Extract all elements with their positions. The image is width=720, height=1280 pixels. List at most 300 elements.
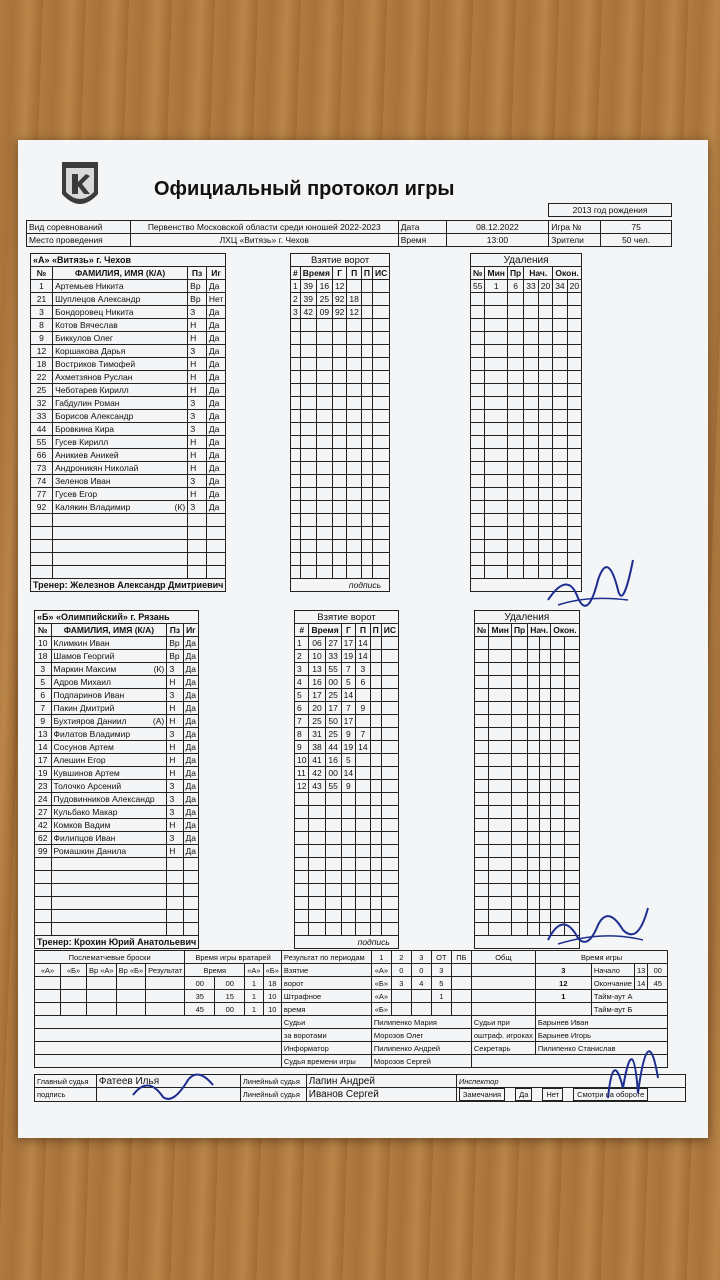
penalty-end-sec [567, 319, 581, 332]
player-name: Гусев Егор [53, 488, 188, 501]
goals-b-p0: 3 [391, 977, 411, 990]
goal-scorer: 17 [341, 715, 355, 728]
goal-row [291, 514, 390, 527]
goal-second [325, 845, 341, 858]
penalty-end-sec [565, 637, 579, 650]
goal-row [295, 767, 399, 780]
penalty-start-sec [538, 332, 552, 345]
penalty-minutes [489, 884, 511, 897]
goal-situation [381, 702, 398, 715]
penalty-end-sec [565, 793, 579, 806]
goal-minute [309, 832, 325, 845]
penalty-minutes [489, 806, 511, 819]
goal-number [295, 923, 309, 936]
goal-situation [372, 319, 389, 332]
pim-b-p3 [451, 1003, 471, 1016]
penalty-player [471, 553, 485, 566]
goal-scorer [341, 806, 355, 819]
goal-number [291, 501, 301, 514]
penalty-end-sec [567, 527, 581, 540]
penalty-minutes [485, 319, 507, 332]
penalty-start-sec [539, 650, 550, 663]
gk-row-b: 10 [263, 990, 281, 1003]
penalty-start-sec [538, 358, 552, 371]
start-hour: 13 [634, 964, 647, 977]
player-played: Да [206, 397, 226, 410]
player-name: Кувшинов Артем [51, 767, 167, 780]
player-row [35, 650, 199, 663]
goal-row [295, 754, 399, 767]
penalty-player [475, 650, 489, 663]
penalty-player [475, 715, 489, 728]
penalty-minutes [489, 910, 511, 923]
goal-assist [347, 527, 361, 540]
penalty-minutes [489, 819, 511, 832]
goal-minute: 20 [309, 702, 325, 715]
goal-assist-2 [361, 306, 372, 319]
player-name: Филатов Владимир [51, 728, 167, 741]
pim-a-p1 [411, 990, 431, 1003]
player-position [188, 527, 207, 540]
goal-assist: 9 [356, 702, 370, 715]
penalty-minutes [489, 845, 511, 858]
penalty-code [511, 923, 527, 936]
penalty-start-sec [539, 871, 550, 884]
penalty-end-min [551, 845, 565, 858]
goal-row [295, 858, 399, 871]
penalty-end-min [553, 345, 567, 358]
shot-cell [61, 990, 87, 1003]
goal-number [291, 410, 301, 423]
player-number [31, 514, 53, 527]
penalty-player [471, 293, 485, 306]
penalty-minutes [485, 423, 507, 436]
player-played: Да [206, 345, 226, 358]
goal-assist [356, 845, 370, 858]
penalty-start-min [524, 384, 538, 397]
team-name: «Б» «Олимпийский» г. Рязань [35, 611, 199, 624]
goals-b-p1: 4 [411, 977, 431, 990]
goal-minute [300, 371, 316, 384]
col-pen-end: Окон. [551, 624, 579, 637]
informer-label: Информатор [281, 1042, 371, 1055]
goal-second: 33 [325, 650, 341, 663]
goal-minute [300, 384, 316, 397]
goal-assist-2 [370, 806, 381, 819]
player-row [31, 475, 226, 488]
penalty-end-min [551, 806, 565, 819]
goal-situation [372, 475, 389, 488]
goal-scorer [332, 397, 346, 410]
goal-scorer: 9 [341, 728, 355, 741]
goal-number [291, 371, 301, 384]
goal-assist-2 [361, 293, 372, 306]
player-row [31, 449, 226, 462]
penalty-minutes [485, 566, 507, 579]
goal-situation [381, 650, 398, 663]
col-p2: П [361, 267, 372, 280]
team-b-tag: «Б» [371, 977, 391, 990]
linesman-1: Лапин Андрей [306, 1075, 456, 1088]
penalty-code [511, 884, 527, 897]
pim-b-p1 [411, 1003, 431, 1016]
shot-cell [87, 1003, 117, 1016]
goals-header: Взятие ворот [295, 611, 399, 624]
goal-scorer [341, 858, 355, 871]
goal-assist-2 [370, 780, 381, 793]
player-number: 27 [35, 806, 52, 819]
goal-situation [381, 728, 398, 741]
player-number: 62 [35, 832, 52, 845]
goal-minute: 13 [309, 663, 325, 676]
goal-scorer [341, 910, 355, 923]
player-name: Калякин Владимир (К) [53, 501, 188, 514]
pim-a-total: 1 [535, 990, 591, 1003]
goal-assist [347, 462, 361, 475]
penalty-row [471, 410, 582, 423]
player-number: 18 [31, 358, 53, 371]
goal-second [325, 923, 341, 936]
goal-scorer [332, 501, 346, 514]
penalty-code [511, 754, 527, 767]
penalty-start-sec [539, 637, 550, 650]
player-played [206, 527, 226, 540]
penalty-minutes [485, 332, 507, 345]
goal-minute [300, 514, 316, 527]
penalty-start-min [524, 319, 538, 332]
player-number: 74 [31, 475, 53, 488]
goal-assist [347, 358, 361, 371]
head-ref-name: Фатеев Илья [96, 1075, 240, 1088]
player-name: Борисов Александр [53, 410, 188, 423]
competition-label: Вид соревнований [27, 221, 131, 234]
penalties-header: Удаления [475, 611, 580, 624]
goal-assist-2 [361, 449, 372, 462]
penalty-player [475, 741, 489, 754]
penalty-end-min [551, 819, 565, 832]
goal-second [316, 410, 332, 423]
col-time: Время [309, 624, 341, 637]
penalty-player [471, 501, 485, 514]
penalty-end-min [553, 514, 567, 527]
goal-number [291, 384, 301, 397]
penalty-minutes [489, 923, 511, 936]
penalty-start-min [524, 410, 538, 423]
penalty-start-sec [538, 423, 552, 436]
penalty-judge-2: Барынев Игорь [535, 1029, 667, 1042]
goal-row [295, 676, 399, 689]
player-name: Коршакова Дарья [53, 345, 188, 358]
goal-number [291, 527, 301, 540]
penalty-end-min [553, 397, 567, 410]
penalty-start-min [524, 449, 538, 462]
penalty-player [475, 663, 489, 676]
penalty-start-min [528, 767, 539, 780]
penalty-minutes [485, 488, 507, 501]
penalty-end-min [551, 741, 565, 754]
penalty-end-sec [567, 488, 581, 501]
col-is: ИС [381, 624, 398, 637]
player-played: Да [206, 436, 226, 449]
player-played: Да [206, 462, 226, 475]
penalty-code [507, 384, 523, 397]
goal-number [291, 345, 301, 358]
goal-row [291, 397, 390, 410]
penalty-player [475, 845, 489, 858]
goal-assist-2 [361, 527, 372, 540]
start-minute: 00 [648, 964, 668, 977]
penalty-start-min [528, 676, 539, 689]
goal-second: 09 [316, 306, 332, 319]
goals-header: Взятие ворот [291, 254, 390, 267]
goal-assist-2 [370, 728, 381, 741]
penalty-end-min [551, 728, 565, 741]
player-position: З [167, 728, 183, 741]
goal-situation [381, 663, 398, 676]
goal-minute [300, 449, 316, 462]
goal-row [291, 436, 390, 449]
goal-second [316, 527, 332, 540]
goal-judge-2: Морозов Олег [371, 1029, 471, 1042]
penalties-header: Удаления [471, 254, 582, 267]
goal-second [316, 358, 332, 371]
penalty-start-min [528, 741, 539, 754]
goal-second [325, 819, 341, 832]
penalty-minutes [489, 767, 511, 780]
goal-row [295, 897, 399, 910]
gk-row-b: 10 [263, 1003, 281, 1016]
goal-assist [347, 553, 361, 566]
penalty-row [475, 715, 580, 728]
player-row [31, 319, 226, 332]
penalty-row [475, 650, 580, 663]
penalty-code [511, 767, 527, 780]
penalty-start-sec [538, 514, 552, 527]
goal-scorer [341, 897, 355, 910]
penalty-start-sec [539, 767, 550, 780]
goal-row [295, 884, 399, 897]
penalty-start-sec [539, 663, 550, 676]
penalty-minutes [489, 728, 511, 741]
goal-assist [347, 514, 361, 527]
pim-b-p4 [471, 1003, 535, 1016]
pim-b-p0 [391, 1003, 411, 1016]
player-row [31, 462, 226, 475]
player-played: Да [183, 637, 199, 650]
goal-row [291, 566, 390, 579]
player-played [183, 897, 199, 910]
player-name: Востриков Тимофей [53, 358, 188, 371]
player-position: З [167, 780, 183, 793]
penalty-row [471, 475, 582, 488]
penalty-start-min [528, 780, 539, 793]
penalty-code [507, 488, 523, 501]
penalty-code [507, 514, 523, 527]
penalty-start-min [524, 423, 538, 436]
goal-situation [372, 540, 389, 553]
penalty-minutes [485, 436, 507, 449]
player-played [206, 540, 226, 553]
shots-header: Послематчевые броски [35, 951, 185, 964]
goal-second [316, 540, 332, 553]
goal-second [325, 910, 341, 923]
goal-judges-label-2: за воротами [281, 1029, 371, 1042]
penalty-code [507, 319, 523, 332]
player-position [167, 871, 183, 884]
penalty-minutes [485, 462, 507, 475]
goal-number [295, 806, 309, 819]
col-played: Иг [183, 624, 199, 637]
goal-assist: 14 [356, 650, 370, 663]
goals-table [294, 610, 399, 949]
penalty-minutes [489, 676, 511, 689]
player-name [51, 884, 167, 897]
goal-assist-2 [370, 715, 381, 728]
player-number: 99 [35, 845, 52, 858]
team-a-tag: «А» [371, 990, 391, 1003]
penalty-player [471, 306, 485, 319]
player-name: Филипцов Иван [51, 832, 167, 845]
penalty-end-sec [565, 689, 579, 702]
penalty-start-min [528, 819, 539, 832]
goal-scorer [332, 527, 346, 540]
penalty-end-min [553, 319, 567, 332]
goals-a-p0: 0 [391, 964, 411, 977]
penalty-row [471, 280, 582, 293]
goal-assist-2 [370, 754, 381, 767]
penalty-end-min [553, 358, 567, 371]
penalty-minutes [489, 871, 511, 884]
penalty-row [475, 702, 580, 715]
penalty-code [507, 436, 523, 449]
penalty-code [511, 728, 527, 741]
penalty-start-min [524, 306, 538, 319]
player-position: Н [188, 332, 207, 345]
player-position: З [167, 832, 183, 845]
goal-minute [300, 345, 316, 358]
goal-minute [300, 436, 316, 449]
player-name: Бухтияров Даниил (А) [51, 715, 167, 728]
goal-number [291, 397, 301, 410]
penalty-start-min [528, 858, 539, 871]
penalty-start-sec [539, 793, 550, 806]
penalty-start-min [524, 540, 538, 553]
penalties-table [474, 610, 580, 949]
player-number [31, 553, 53, 566]
goal-situation [381, 832, 398, 845]
penalty-end-sec [567, 449, 581, 462]
goal-number [291, 358, 301, 371]
gk-row-min: 00 [185, 977, 215, 990]
goal-assist [356, 910, 370, 923]
penalty-minutes [489, 780, 511, 793]
goal-row [295, 637, 399, 650]
goal-assist-2 [361, 410, 372, 423]
player-played: Да [183, 702, 199, 715]
player-row [35, 767, 199, 780]
secretary-name: Пилипенко Станислав [535, 1042, 667, 1055]
goal-assist-2 [370, 767, 381, 780]
goal-situation [381, 819, 398, 832]
player-played [183, 871, 199, 884]
player-name: Бондоровец Никита [53, 306, 188, 319]
goal-minute: 42 [300, 306, 316, 319]
goal-minute [300, 566, 316, 579]
player-name: Адров Михаил [51, 676, 167, 689]
player-played [183, 910, 199, 923]
penalty-code [507, 540, 523, 553]
penalty-end-sec [567, 384, 581, 397]
goal-situation [372, 553, 389, 566]
goal-row [295, 728, 399, 741]
penalty-start-sec [539, 689, 550, 702]
goal-assist-2 [361, 462, 372, 475]
penalty-end-min [553, 423, 567, 436]
penalty-start-min [524, 501, 538, 514]
player-name: Шуплецов Александр [53, 293, 188, 306]
player-played: Да [183, 676, 199, 689]
goal-number [291, 332, 301, 345]
penalty-player [471, 449, 485, 462]
goal-second [325, 897, 341, 910]
penalty-start-min: 33 [524, 280, 538, 293]
pim-label-2: время [281, 1003, 371, 1016]
goals-b-p3 [451, 977, 471, 990]
col-hash: # [291, 267, 301, 280]
player-number: 14 [35, 741, 52, 754]
goal-assist-2 [361, 332, 372, 345]
col-p: П [347, 267, 361, 280]
goal-minute: 38 [309, 741, 325, 754]
goal-assist [356, 858, 370, 871]
goal-assist-2 [361, 540, 372, 553]
goal-assist [356, 884, 370, 897]
penalty-player [475, 754, 489, 767]
goal-row [295, 741, 399, 754]
penalty-start-min [524, 358, 538, 371]
player-played: Да [206, 358, 226, 371]
player-row [35, 741, 199, 754]
goal-assist [347, 501, 361, 514]
gk-row-sec: 00 [215, 977, 245, 990]
penalty-row [471, 423, 582, 436]
goal-assist [347, 371, 361, 384]
penalty-code [511, 780, 527, 793]
goal-scorer [332, 345, 346, 358]
goals-table [290, 253, 390, 592]
player-number: 9 [35, 715, 52, 728]
goal-number [291, 475, 301, 488]
player-position: Н [167, 754, 183, 767]
player-number: 6 [35, 689, 52, 702]
goal-row [295, 650, 399, 663]
player-number [31, 540, 53, 553]
player-number: 92 [31, 501, 53, 514]
goal-number [291, 449, 301, 462]
goal-situation [381, 767, 398, 780]
player-row [31, 566, 226, 579]
goals-b-p4 [471, 977, 535, 990]
penalty-player [475, 676, 489, 689]
penalty-start-min [528, 663, 539, 676]
goal-judges-label: Судьи [281, 1016, 371, 1029]
penalty-start-sec [539, 728, 550, 741]
player-number: 10 [35, 637, 52, 650]
goal-situation [381, 910, 398, 923]
penalty-player: 55 [471, 280, 485, 293]
player-position [167, 923, 183, 936]
player-row [31, 410, 226, 423]
